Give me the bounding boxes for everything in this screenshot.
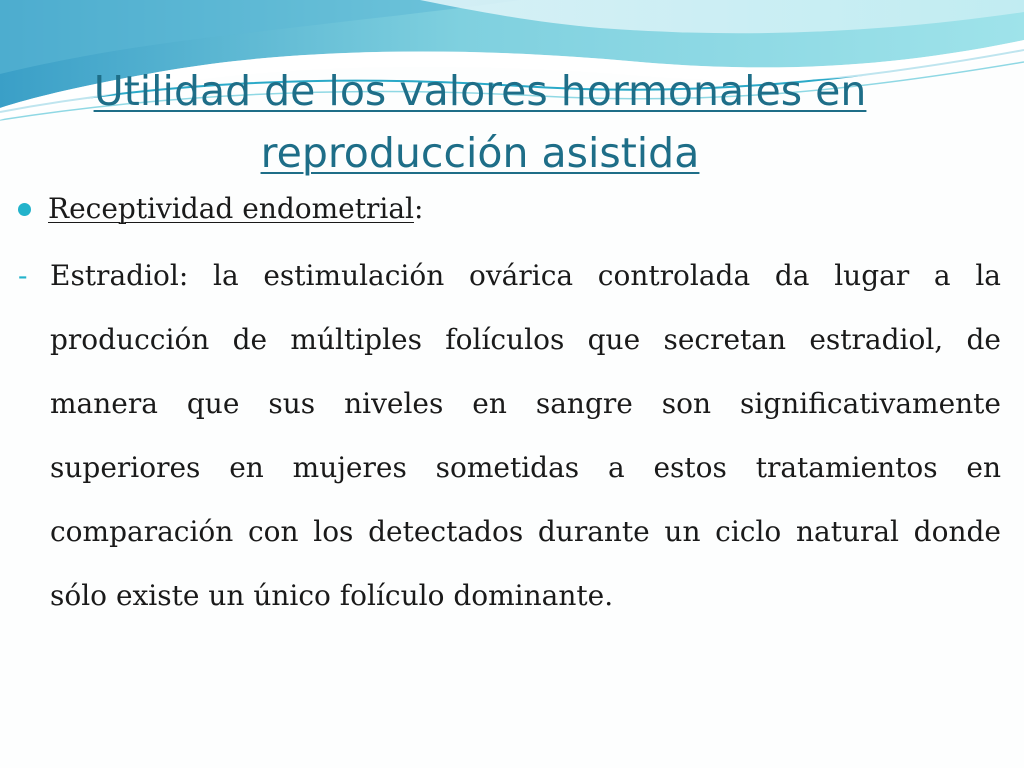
title-line-1: Utilidad de los valores hormonales en <box>93 67 867 115</box>
bullet-item <box>18 188 423 228</box>
dash-marker: - <box>18 259 28 292</box>
slide-title <box>0 60 960 184</box>
bullet-suffix: : <box>414 191 424 225</box>
bullet-text <box>48 192 423 225</box>
bullet-dot-icon <box>18 203 31 216</box>
title-line-2: reproducción asistida <box>260 129 700 177</box>
bullet-label: Receptividad endometrial <box>48 191 414 225</box>
body-paragraph: Estradiol: la estimulación ovárica controlada da lugar a la producción de múltiples folículos que secretan estradiol, de manera que sus niveles en sangre son significativamente superiores en mujeres sometidas a estos tratamientos en comparación con los detectados durante un ciclo natural donde sólo existe un único folículo dominante. <box>50 259 1001 612</box>
